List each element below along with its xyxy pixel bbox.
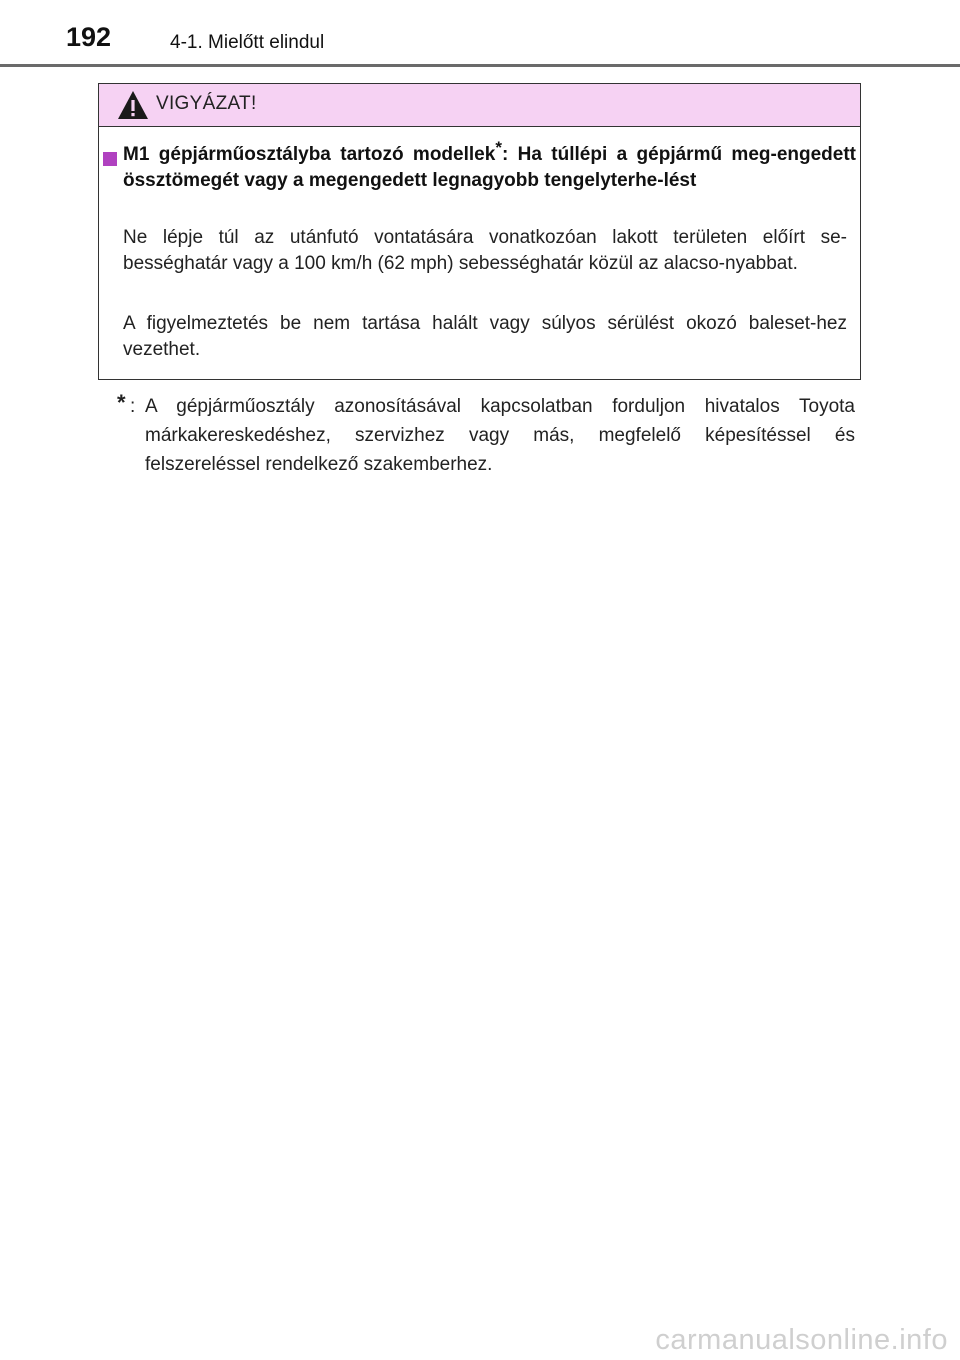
asterisk-mark: *: [495, 138, 502, 157]
footnote-text: A gépjárműosztály azonosításával kapcsolatban forduljon hivatalos Toyota márkakereskedéshez, szervizhez vagy más, megfelelő képesítéssel és felszereléssel rendelkező szakemberhez.: [145, 396, 855, 475]
bullet-square: [103, 152, 117, 166]
item-heading-continued: : Ha túllépi a gépjármű meg-engedett össztömegét vagy a megengedett legnagyobb tengelyterhe-lést: [123, 144, 857, 191]
footnote-colon: :: [130, 396, 136, 417]
warning-paragraph-2: A figyelmeztetés be nem tartása halált vagy súlyos sérülést okozó baleset-hez vezethet.: [123, 313, 847, 360]
warning-title: VIGYÁZAT!: [156, 93, 257, 114]
watermark: carmanualsonline.info: [655, 1324, 948, 1356]
header-divider: [0, 64, 960, 67]
footnote-asterisk: *: [117, 390, 126, 415]
warning-triangle-icon: [117, 90, 149, 120]
warning-header: [99, 84, 860, 127]
footnote: [117, 392, 855, 479]
warning-box: [98, 83, 861, 380]
item-heading: [123, 138, 857, 194]
page-number: 192: [66, 22, 112, 52]
section-title: 4-1. Mielőtt elindul: [170, 32, 325, 53]
warning-paragraph-1: Ne lépje túl az utánfutó vontatására vonatkozóan lakott területen előírt se-bességhatár vagy a 100 km/h (62 mph) sebességhatár közül az alacso-nyabbat.: [123, 227, 847, 274]
item-heading-text: M1 gépjárműosztályba tartozó modellek: [123, 144, 496, 165]
